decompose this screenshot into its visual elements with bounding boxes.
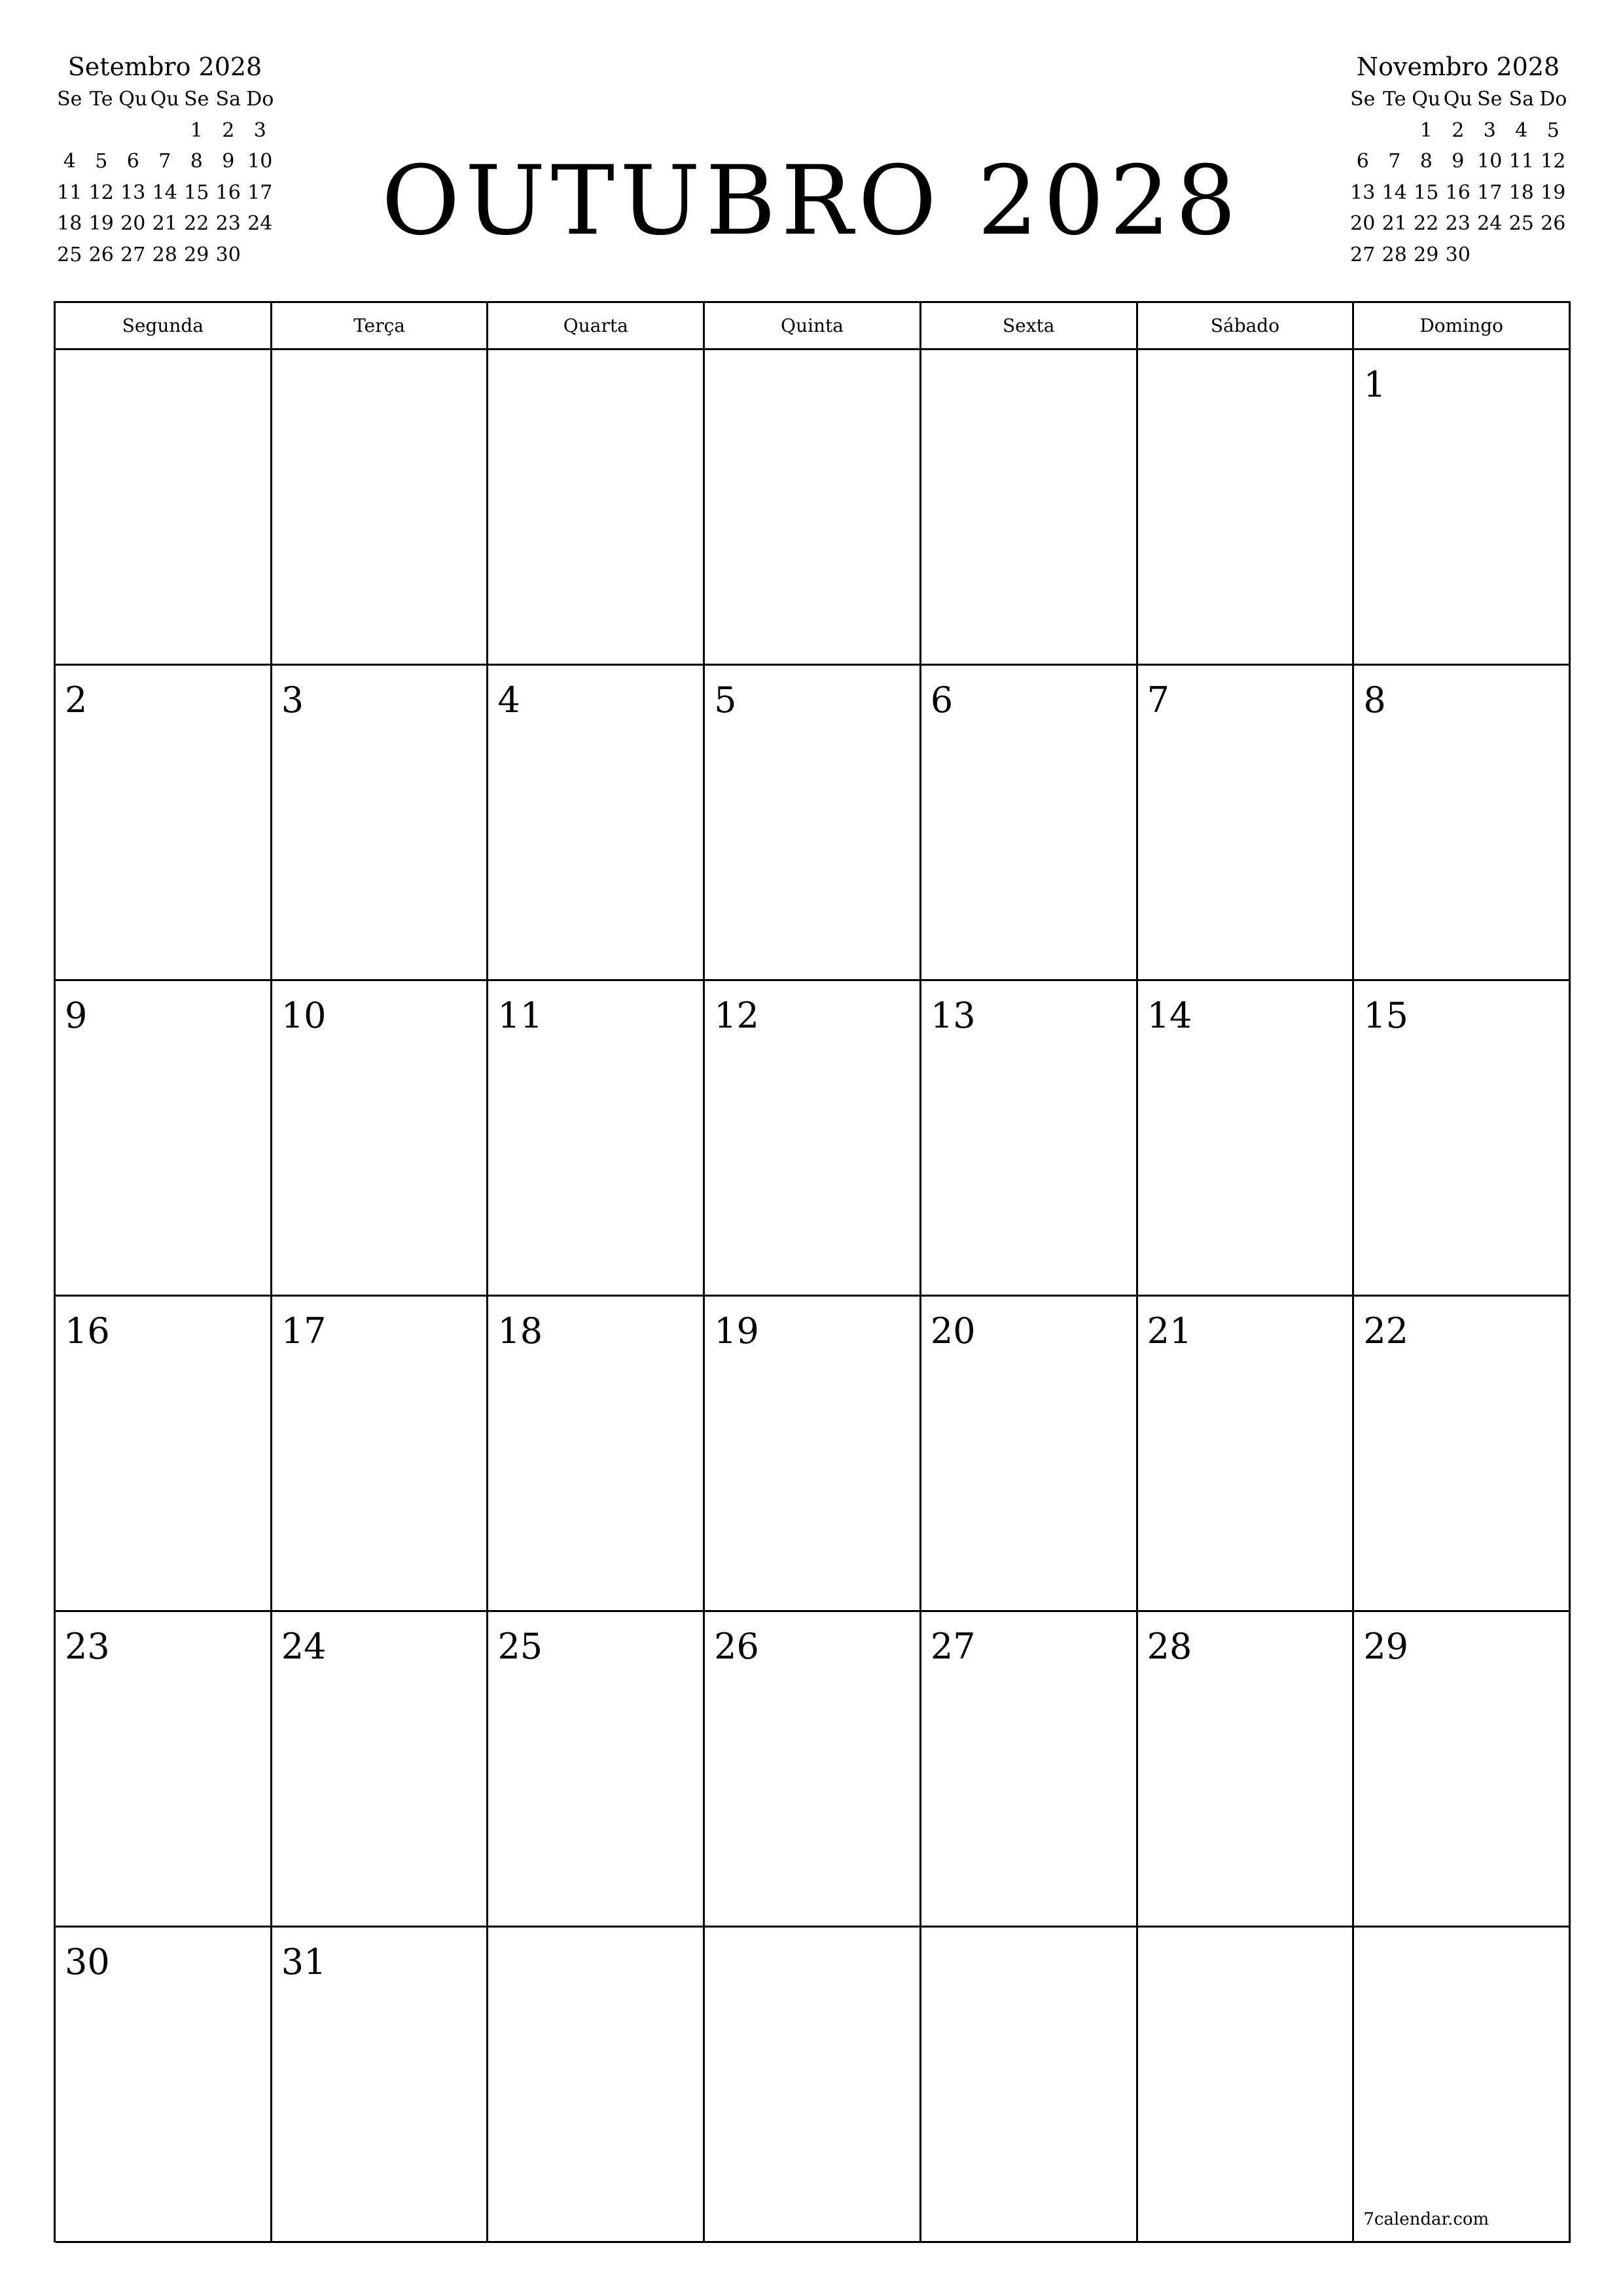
- mini-day: [1506, 240, 1538, 271]
- mini-weekday-label: Se: [1477, 88, 1503, 111]
- day-number: 4: [497, 679, 520, 721]
- mini-day: 6: [126, 150, 139, 173]
- mini-day: 1: [1419, 118, 1433, 142]
- day-number: 16: [65, 1310, 110, 1352]
- day-number: 5: [714, 679, 737, 721]
- mini-day: 26: [88, 243, 114, 266]
- mini-weekday-label: Se: [1350, 88, 1376, 111]
- mini-day: 13: [1350, 181, 1376, 204]
- day-number: 19: [714, 1310, 759, 1352]
- mini-calendar-title: Novembro 2028: [1356, 52, 1560, 81]
- weekday-header: Quinta: [705, 303, 921, 350]
- mini-day: 12: [1541, 150, 1566, 173]
- mini-day: 25: [57, 243, 82, 266]
- day-cell[interactable]: [56, 666, 272, 981]
- day-number: 14: [1147, 995, 1192, 1036]
- day-number: 27: [930, 1626, 976, 1667]
- page-title: OUTUBRO 2028: [381, 145, 1242, 257]
- mini-day: 16: [1445, 181, 1471, 204]
- day-number: 10: [281, 995, 327, 1036]
- mini-day: 14: [1382, 181, 1407, 204]
- mini-day: 21: [1382, 212, 1407, 235]
- mini-day: 29: [184, 243, 209, 266]
- mini-day: 23: [1445, 212, 1471, 235]
- mini-day: 15: [184, 181, 209, 204]
- day-cell[interactable]: [921, 1297, 1138, 1612]
- day-cell[interactable]: [272, 981, 489, 1297]
- mini-day: 30: [215, 243, 241, 266]
- mini-day: 29: [1414, 243, 1439, 266]
- mini-day: [149, 115, 181, 147]
- mini-day: 9: [1452, 150, 1465, 173]
- mini-weekday-label: Qu: [118, 88, 148, 111]
- day-cell[interactable]: [56, 1612, 272, 1928]
- mini-day: 5: [95, 150, 108, 173]
- mini-day: 11: [1508, 150, 1534, 173]
- mini-day: 4: [63, 150, 76, 173]
- week-row: [56, 1612, 1571, 1928]
- day-number: 26: [714, 1626, 759, 1667]
- day-cell[interactable]: [1354, 1928, 1571, 2243]
- day-cell[interactable]: [1354, 1612, 1571, 1928]
- weekday-header-row: [56, 303, 1571, 350]
- day-number: 6: [930, 679, 954, 721]
- mini-weekday-label: Sa: [1508, 88, 1534, 111]
- mini-day: 19: [88, 212, 114, 235]
- weekday-header: Sábado: [1138, 303, 1355, 350]
- day-cell[interactable]: [1138, 1612, 1355, 1928]
- day-cell[interactable]: [488, 350, 705, 666]
- mini-day: 18: [1508, 181, 1534, 204]
- day-cell[interactable]: [1354, 981, 1571, 1297]
- day-number: 31: [281, 1941, 327, 1982]
- mini-day: 3: [1483, 118, 1496, 142]
- mini-day: 19: [1541, 181, 1566, 204]
- day-cell[interactable]: [705, 666, 921, 981]
- day-number: 11: [497, 995, 543, 1036]
- mini-day: 30: [1445, 243, 1471, 266]
- weekday-header: Quarta: [488, 303, 705, 350]
- week-row: [56, 350, 1571, 666]
- day-cell[interactable]: [921, 666, 1138, 981]
- day-cell[interactable]: [921, 1612, 1138, 1928]
- mini-day: 20: [120, 212, 146, 235]
- mini-day: 15: [1414, 181, 1439, 204]
- mini-weekday-label: Qu: [150, 88, 179, 111]
- day-cell[interactable]: [1138, 1928, 1355, 2243]
- mini-weekday-label: Se: [57, 88, 82, 111]
- mini-day: 28: [1382, 243, 1407, 266]
- day-cell[interactable]: [488, 1297, 705, 1612]
- mini-day: 13: [120, 181, 146, 204]
- day-number: 15: [1363, 995, 1409, 1036]
- day-number: 2: [65, 679, 88, 721]
- mini-day: 11: [57, 181, 82, 204]
- mini-day: 20: [1350, 212, 1376, 235]
- day-cell[interactable]: [488, 666, 705, 981]
- weekday-header: Sexta: [921, 303, 1138, 350]
- mini-weekday-label: Do: [1539, 88, 1567, 111]
- day-cell[interactable]: [1138, 666, 1355, 981]
- day-cell[interactable]: [272, 350, 489, 666]
- mini-day: 7: [1388, 150, 1401, 173]
- weekday-header: Segunda: [56, 303, 272, 350]
- week-row: [56, 981, 1571, 1297]
- mini-day: 24: [1477, 212, 1503, 235]
- mini-day: [1347, 115, 1379, 147]
- mini-day: 27: [120, 243, 146, 266]
- day-cell[interactable]: [56, 1297, 272, 1612]
- day-number: 9: [65, 995, 88, 1036]
- weekday-header: Domingo: [1354, 303, 1571, 350]
- mini-day: 25: [1508, 212, 1534, 235]
- day-cell[interactable]: [488, 981, 705, 1297]
- mini-day: [86, 115, 118, 147]
- mini-day: [1474, 240, 1506, 271]
- mini-calendar-title: Setembro 2028: [67, 52, 262, 81]
- day-number: 25: [497, 1626, 543, 1667]
- mini-day: 22: [184, 212, 209, 235]
- mini-day: 22: [1414, 212, 1439, 235]
- mini-day: 16: [215, 181, 241, 204]
- mini-day: [1537, 240, 1569, 271]
- mini-weekday-label: Te: [90, 88, 113, 111]
- week-row: [56, 666, 1571, 981]
- mini-weekday-label: Qu: [1443, 88, 1472, 111]
- mini-day: 8: [190, 150, 203, 173]
- day-cell[interactable]: [705, 1612, 921, 1928]
- mini-day: 9: [222, 150, 235, 173]
- day-cell[interactable]: [1354, 350, 1571, 666]
- day-cell[interactable]: [921, 1928, 1138, 2243]
- day-number: 8: [1363, 679, 1386, 721]
- mini-weekday-label: Sa: [215, 88, 241, 111]
- day-cell[interactable]: [1138, 1297, 1355, 1612]
- day-cell[interactable]: [705, 1928, 921, 2243]
- mini-day: 24: [247, 212, 273, 235]
- day-number: 29: [1363, 1626, 1409, 1667]
- day-number: 17: [281, 1310, 327, 1352]
- day-cell[interactable]: [272, 1297, 489, 1612]
- day-number: 20: [930, 1310, 976, 1352]
- mini-day: 17: [247, 181, 273, 204]
- mini-day: 17: [1477, 181, 1503, 204]
- mini-day: 26: [1541, 212, 1566, 235]
- mini-day: 10: [247, 150, 273, 173]
- mini-weekday-label: Do: [246, 88, 274, 111]
- day-number: 1: [1363, 364, 1386, 405]
- day-cell[interactable]: [272, 1612, 489, 1928]
- mini-calendar-previous-month: [54, 50, 276, 270]
- day-cell[interactable]: [272, 666, 489, 981]
- mini-calendar-next-month: [1347, 50, 1569, 270]
- mini-day: 27: [1350, 243, 1376, 266]
- mini-calendar-grid: [54, 84, 276, 270]
- day-cell[interactable]: [56, 350, 272, 666]
- day-cell[interactable]: [705, 350, 921, 666]
- day-cell[interactable]: [1138, 350, 1355, 666]
- day-number: 18: [497, 1310, 543, 1352]
- day-cell[interactable]: [488, 1612, 705, 1928]
- day-number: 7: [1147, 679, 1169, 721]
- day-cell[interactable]: [705, 981, 921, 1297]
- mini-day: 1: [190, 118, 203, 142]
- day-number: 12: [714, 995, 759, 1036]
- week-row: [56, 1928, 1571, 2243]
- day-cell[interactable]: [921, 350, 1138, 666]
- day-number: 28: [1147, 1626, 1192, 1667]
- day-cell[interactable]: [1354, 1297, 1571, 1612]
- day-cell[interactable]: [1354, 666, 1571, 981]
- week-row: [56, 1297, 1571, 1612]
- day-cell[interactable]: [56, 1928, 272, 2243]
- mini-weekday-label: Qu: [1412, 88, 1441, 111]
- weekday-header: Terça: [272, 303, 489, 350]
- footer-credit: 7calendar.com: [1363, 2210, 1489, 2229]
- mini-day: 3: [253, 118, 266, 142]
- mini-day: [244, 240, 276, 271]
- mini-weekday-label: Te: [1383, 88, 1406, 111]
- mini-day: 2: [222, 118, 235, 142]
- mini-day: [54, 115, 86, 147]
- day-cell[interactable]: [488, 1928, 705, 2243]
- mini-day: 28: [152, 243, 177, 266]
- month-grid: [54, 301, 1571, 2242]
- mini-day: 7: [158, 150, 171, 173]
- mini-day: [1379, 115, 1411, 147]
- mini-day: 8: [1419, 150, 1433, 173]
- day-number: 23: [65, 1626, 110, 1667]
- mini-day: [117, 115, 149, 147]
- day-number: 22: [1363, 1310, 1409, 1352]
- day-number: 30: [65, 1941, 110, 1982]
- day-number: 21: [1147, 1310, 1192, 1352]
- mini-day: 23: [215, 212, 241, 235]
- weeks-container: [56, 350, 1571, 2243]
- mini-calendar-grid: [1347, 84, 1569, 270]
- mini-day: 14: [152, 181, 177, 204]
- mini-day: 10: [1477, 150, 1503, 173]
- mini-day: 2: [1452, 118, 1465, 142]
- day-cell[interactable]: [705, 1297, 921, 1612]
- mini-weekday-label: Se: [184, 88, 209, 111]
- mini-day: 6: [1356, 150, 1369, 173]
- day-number: 24: [281, 1626, 327, 1667]
- day-number: 13: [930, 995, 976, 1036]
- day-cell[interactable]: [272, 1928, 489, 2243]
- day-cell[interactable]: [1138, 981, 1355, 1297]
- mini-day: 21: [152, 212, 177, 235]
- mini-day: 5: [1546, 118, 1560, 142]
- day-cell[interactable]: [56, 981, 272, 1297]
- mini-day: 4: [1515, 118, 1528, 142]
- day-number: 3: [281, 679, 304, 721]
- day-cell[interactable]: [921, 981, 1138, 1297]
- mini-day: 18: [57, 212, 82, 235]
- mini-day: 12: [88, 181, 114, 204]
